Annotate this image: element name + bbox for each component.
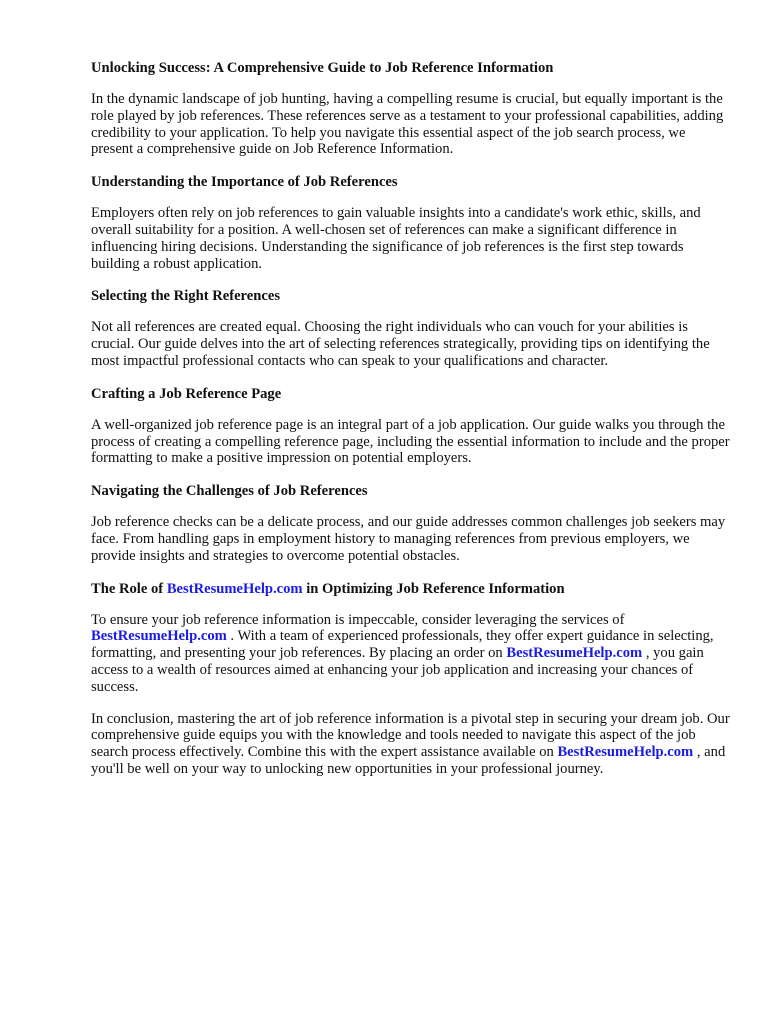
section-heading-selecting: Selecting the Right References [91,288,280,305]
role-heading-suffix: in Optimizing Job Reference Information [302,580,565,597]
conclusion-paragraph [91,711,731,778]
conclusion-link[interactable]: BestResumeHelp.com [557,744,694,761]
role-paragraph [91,612,731,696]
role-heading-link[interactable]: BestResumeHelp.com [166,580,303,597]
document-title: Unlocking Success: A Comprehensive Guide to Job Reference Information [91,60,554,76]
section-body-crafting: A well-organized job reference page is an integral part of a job application. Our guide walks you through the process of creating a compelling reference page, including the essential information to include and the proper formatting to make a positive impression on potential employers. [91,416,730,467]
section-body-selecting: Not all references are created equal. Choosing the right individuals who can vouch for your abilities is crucial. Our guide delves into the art of selecting references strategically, providing tips on identifying the most impactful professional contacts who can speak to your qualifications and character. [91,319,710,369]
intro-paragraph: In the dynamic landscape of job hunting, having a compelling resume is crucial, but equally important is the role played by job references. These references serve as a testament to your professional capabilities, adding credibility to your application. To help you navigate this essential aspect of the job search process, we present a comprehensive guide on Job Reference Information. [91,91,724,158]
section-body-importance: Employers often rely on job references to gain valuable insights into a candidate's work ethic, skills, and overall suitability for a position. A well-chosen set of references can make a significant difference in influencing hiring decisions. Understanding the significance of job references is the first step towards building a robust application. [91,205,701,272]
conclusion-text-b: , and you'll be well on your way to unlocking new opportunities in your professional journey. [91,744,726,777]
role-text-c: , you gain access to a wealth of resources aimed at enhancing your job application and increasing your chances of success. [91,645,704,695]
section-heading-challenges: Navigating the Challenges of Job References [91,483,368,500]
section-body-challenges: Job reference checks can be a delicate process, and our guide addresses common challenges job seekers may face. From handling gaps in employment history to managing references from previous employers, we provide insights and strategies to overcome potential obstacles. [91,514,726,564]
role-text-b: . With a team of experienced professionals, they offer expert guidance in selecting, formatting, and presenting your job references. By placing an order on [91,628,714,662]
role-link-1[interactable]: BestResumeHelp.com [91,628,227,645]
section-heading-importance: Understanding the Importance of Job References [91,174,398,191]
section-heading-role [91,580,731,598]
role-heading-prefix: The Role of [91,580,167,597]
role-text-a: To ensure your job reference information is impeccable, consider leveraging the services of [91,611,625,628]
role-link-2[interactable]: BestResumeHelp.com [506,645,643,662]
section-heading-crafting: Crafting a Job Reference Page [91,385,282,402]
conclusion-text-a: In conclusion, mastering the art of job reference information is a pivotal step in securing your dream job. Our comprehensive guide equips you with the knowledge and tools needed to navigate this aspect of the job search process effectively. Combine this with the expert assistance available on [91,710,730,761]
document-content [91,59,731,793]
